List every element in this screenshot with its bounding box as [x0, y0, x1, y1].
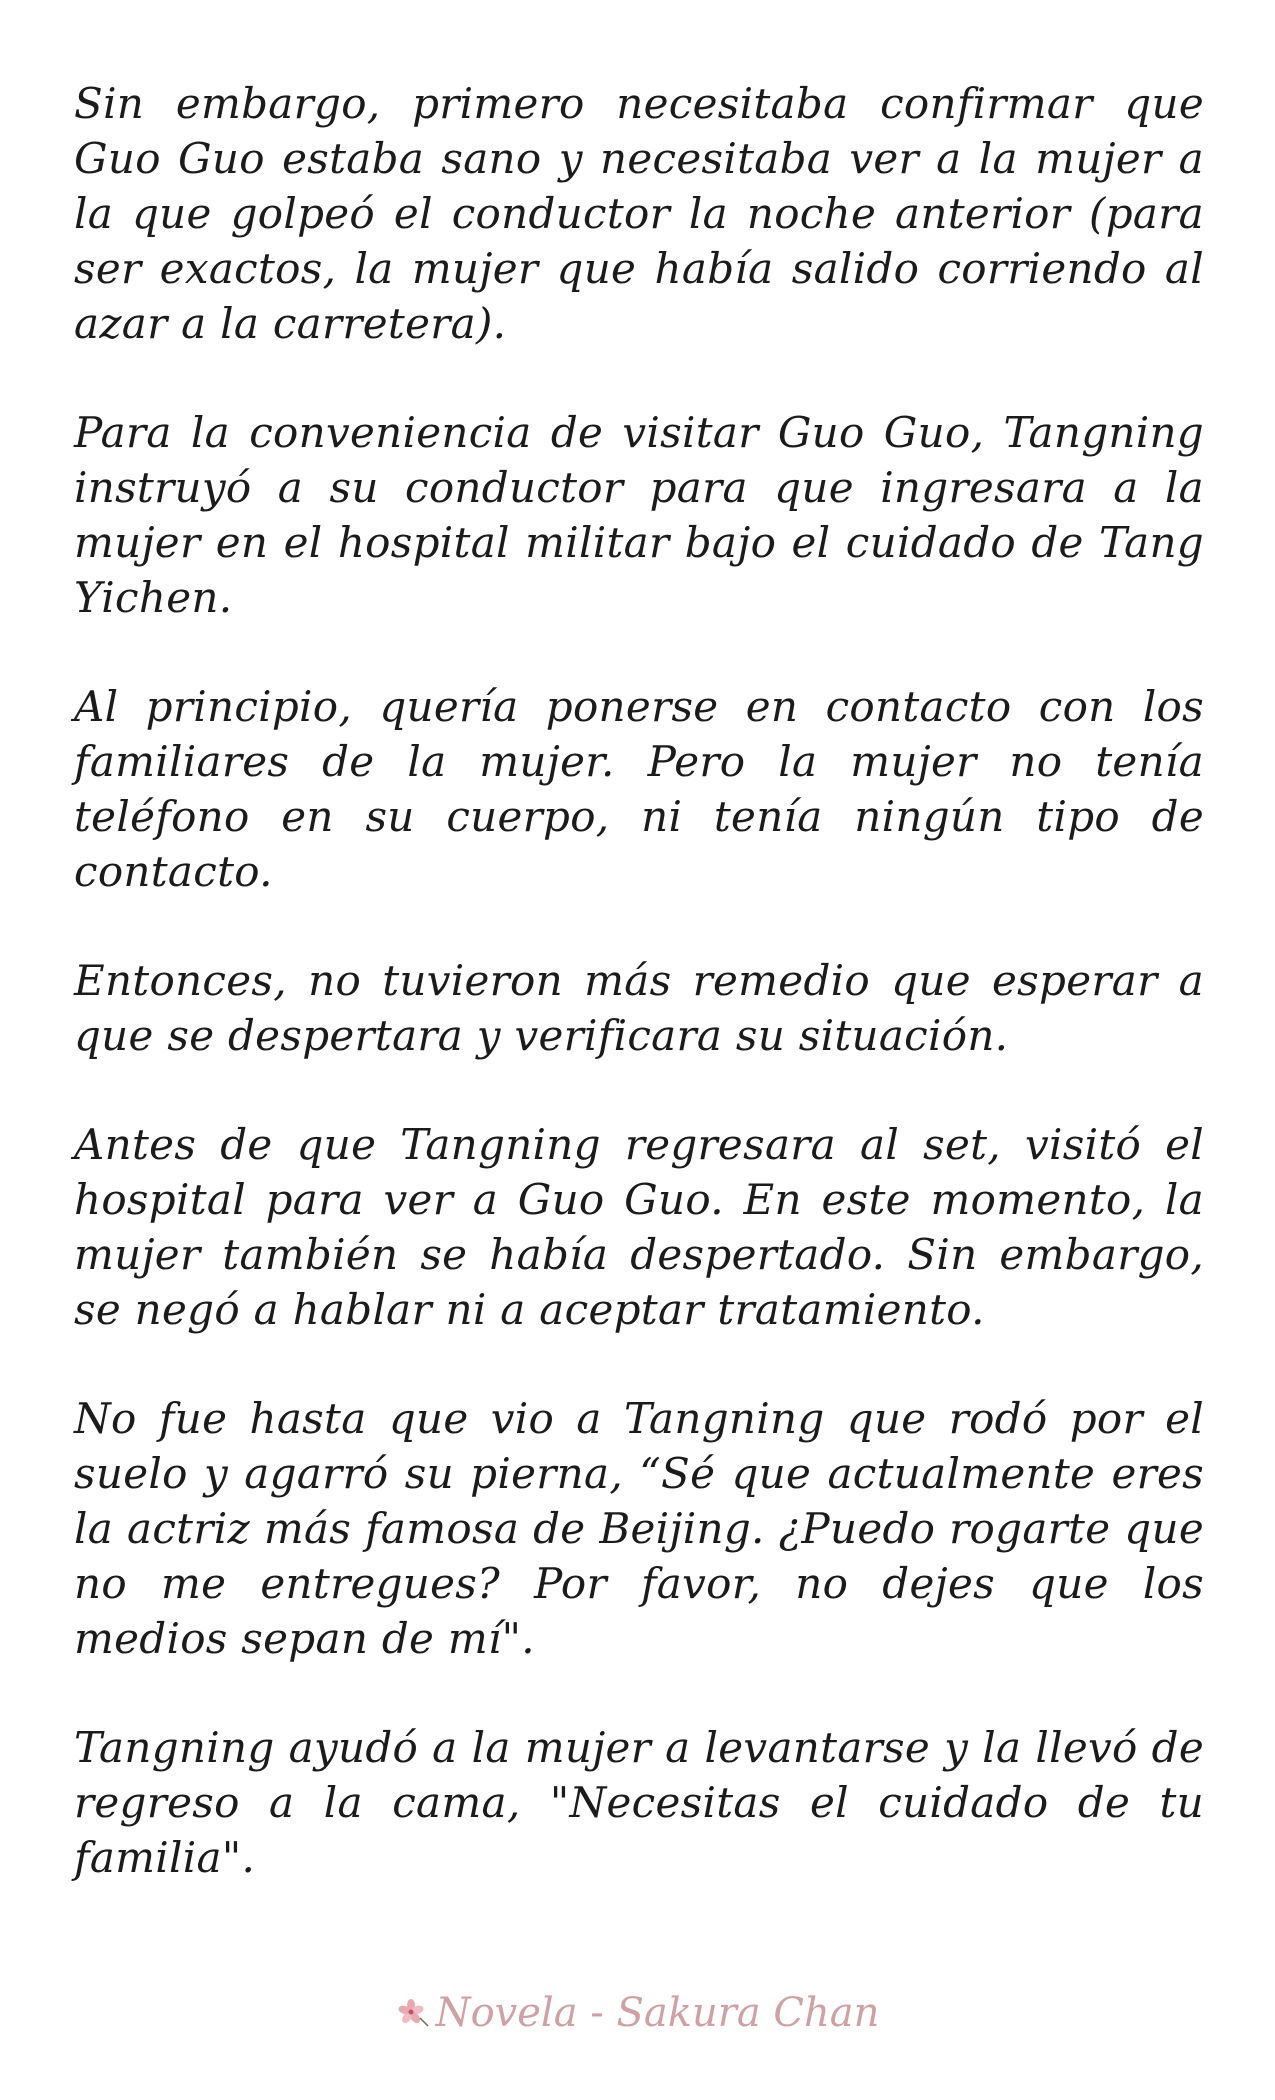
paragraph-7: Tangning ayudó a la mujer a levantarse y la llevó de regreso a la cama, "Necesitas el cuidado de tu familia". [74, 1723, 1204, 1882]
paragraph-3: Al principio, quería ponerse en contacto con los familiares de la mujer. Pero la mujer no tenía teléfono en su cuerpo, ni tenía ningún tipo de contacto. [74, 682, 1204, 896]
watermark-text: Novela - Sakura Chan [435, 1990, 880, 2036]
paragraph-1: Sin embargo, primero necesitaba confirmar que Guo Guo estaba sano y necesitaba ver a la mujer a la que golpeó el conductor la noche anterior (para ser exactos, la mujer que había salido corriendo al azar a la carretera). [74, 79, 1204, 348]
document-body [74, 76, 1204, 1939]
sakura-flower-icon [396, 1996, 430, 2030]
paragraph-2: Para la conveniencia de visitar Guo Guo, Tangning instruyó a su conductor para que ingresara a la mujer en el hospital militar bajo el cuidado de Tang Yichen. [74, 408, 1204, 622]
watermark [0, 1990, 1275, 2036]
paragraph-5: Antes de que Tangning regresara al set, visitó el hospital para ver a Guo Guo. En este momento, la mujer también se había despertado. Sin embargo, se negó a hablar ni a aceptar tratamiento. [74, 1120, 1204, 1334]
paragraph-4: Entonces, no tuvieron más remedio que esperar a que se despertara y verificara su situación. [74, 956, 1204, 1060]
paragraph-6: No fue hasta que vio a Tangning que rodó por el suelo y agarró su pierna, “Sé que actualmente eres la actriz más famosa de Beijing. ¿Puedo rogarte que no me entregues? Por favor, no dejes que los medios sepan de mí". [74, 1394, 1204, 1663]
